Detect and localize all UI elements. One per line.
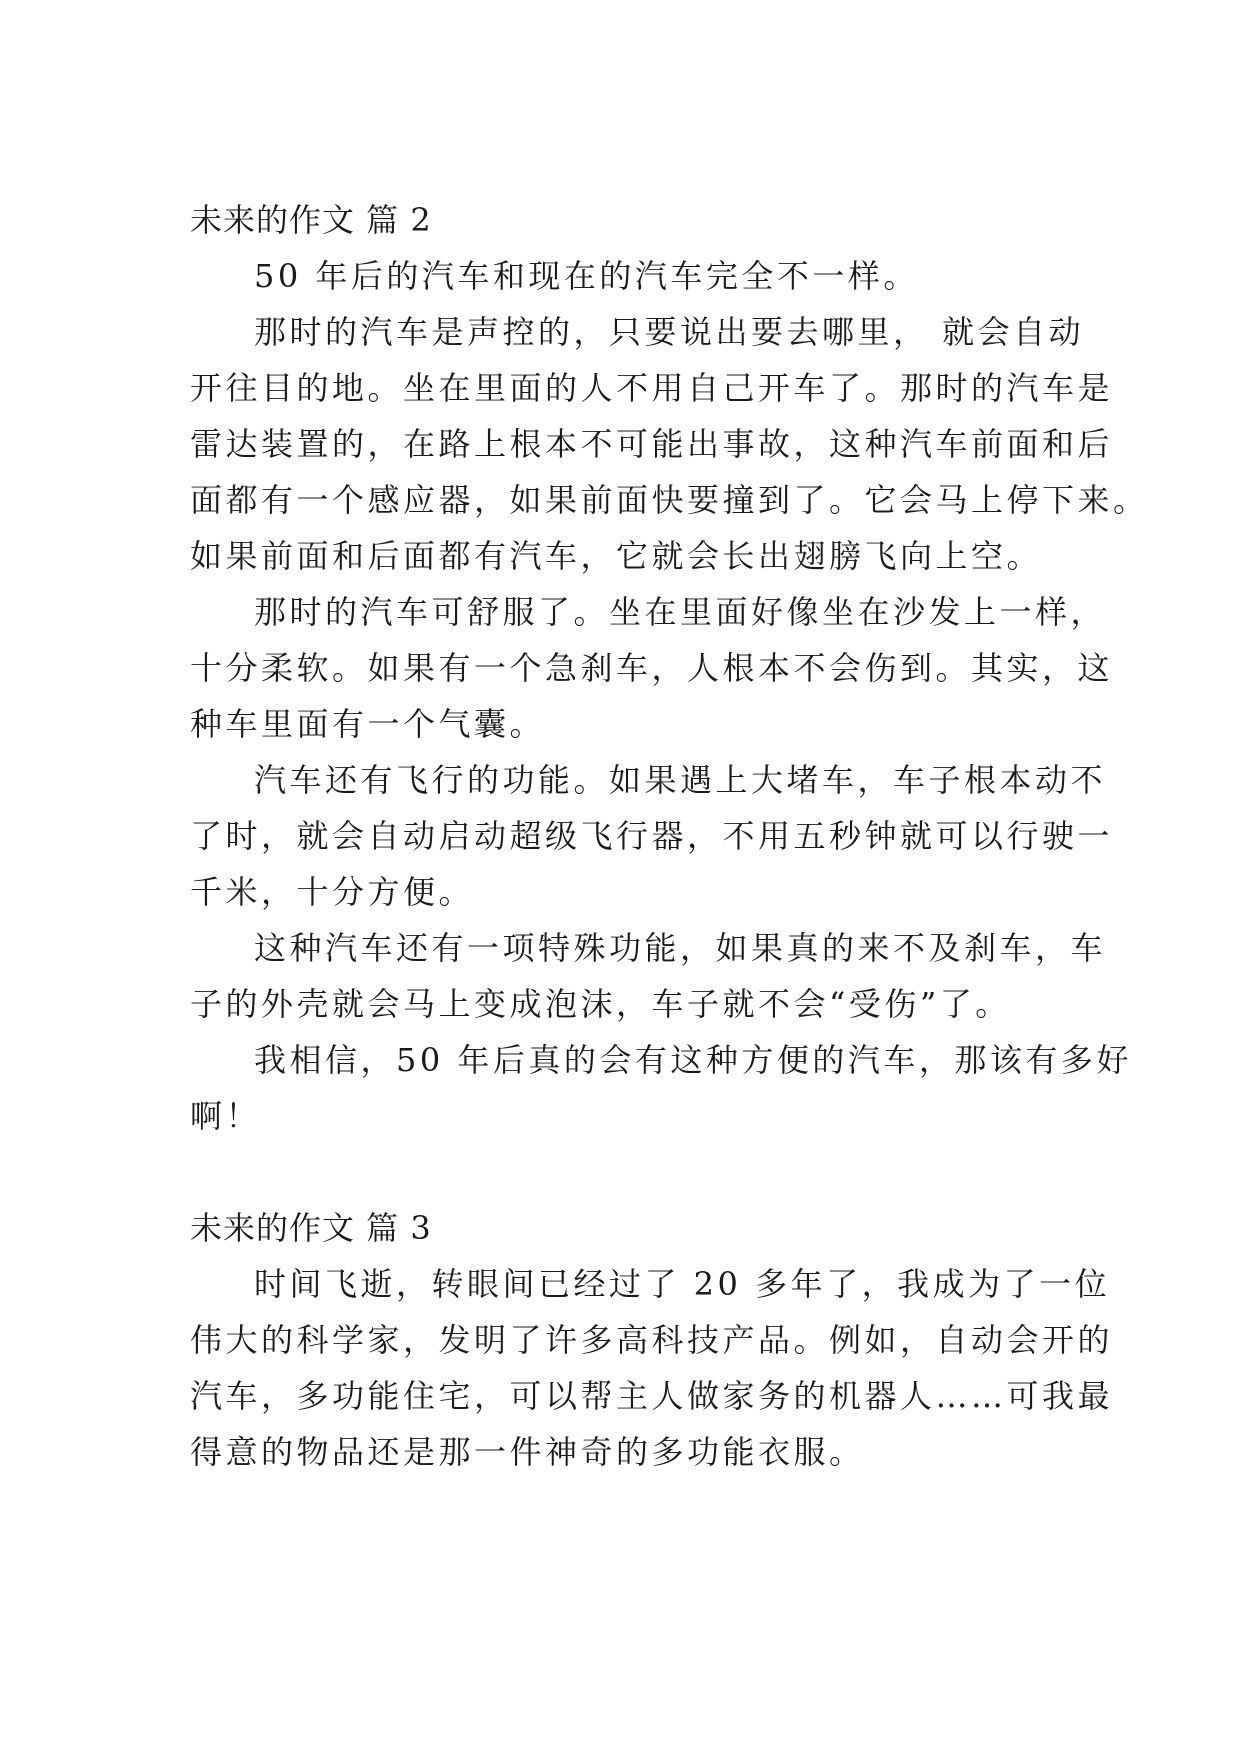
paragraph-line: 汽车，多功能住宅，可以帮主人做家务的机器人……可我最	[190, 1377, 1114, 1415]
section-2-title: 未来的作文 篇 2	[190, 201, 432, 239]
paragraph-line: 伟大的科学家，发明了许多高科技产品。例如，自动会开的	[190, 1321, 1114, 1359]
paragraph-line: 雷达装置的，在路上根本不可能出事故，这种汽车前面和后	[190, 425, 1114, 463]
paragraph-line: 那时的汽车可舒服了。坐在里面好像坐在沙发上一样，	[254, 593, 1107, 631]
paragraph-line: 开往目的地。坐在里面的人不用自己开车了。那时的汽车是	[190, 369, 1114, 407]
paragraph-line: 得意的物品还是那一件神奇的多功能衣服。	[190, 1433, 865, 1471]
paragraph-line: 时间飞逝，转眼间已经过了 20 多年了，我成为了一位	[254, 1265, 1111, 1303]
section-3-title: 未来的作文 篇 3	[190, 1209, 432, 1247]
paragraph-line: 十分柔软。如果有一个急刹车，人根本不会伤到。其实，这	[190, 649, 1114, 687]
paragraph-line: 面都有一个感应器，如果前面快要撞到了。它会马上停下来。	[190, 481, 1149, 519]
paragraph-line: 种车里面有一个气囊。	[190, 705, 546, 743]
paragraph-line: 我相信，50 年后真的会有这种方便的汽车，那该有多好	[254, 1041, 1132, 1079]
paragraph-line: 这种汽车还有一项特殊功能，如果真的来不及刹车，车	[254, 929, 1107, 967]
paragraph-line: 了时，就会自动启动超级飞行器，不用五秒钟就可以行驶一	[190, 817, 1114, 855]
paragraph-line: 汽车还有飞行的功能。如果遇上大堵车，车子根本动不	[254, 761, 1107, 799]
paragraph-line: 那时的汽车是声控的，只要说出要去哪里， 就会自动	[254, 313, 1085, 351]
paragraph-line: 如果前面和后面都有汽车，它就会长出翅膀飞向上空。	[190, 537, 1043, 575]
paragraph-line: 子的外壳就会马上变成泡沫，车子就不会“受伤”了。	[190, 985, 1011, 1023]
paragraph-line: 啊！	[190, 1097, 262, 1135]
paragraph-line: 千米，十分方便。	[190, 873, 475, 911]
paragraph-line: 50 年后的汽车和现在的汽车完全不一样。	[254, 257, 919, 295]
